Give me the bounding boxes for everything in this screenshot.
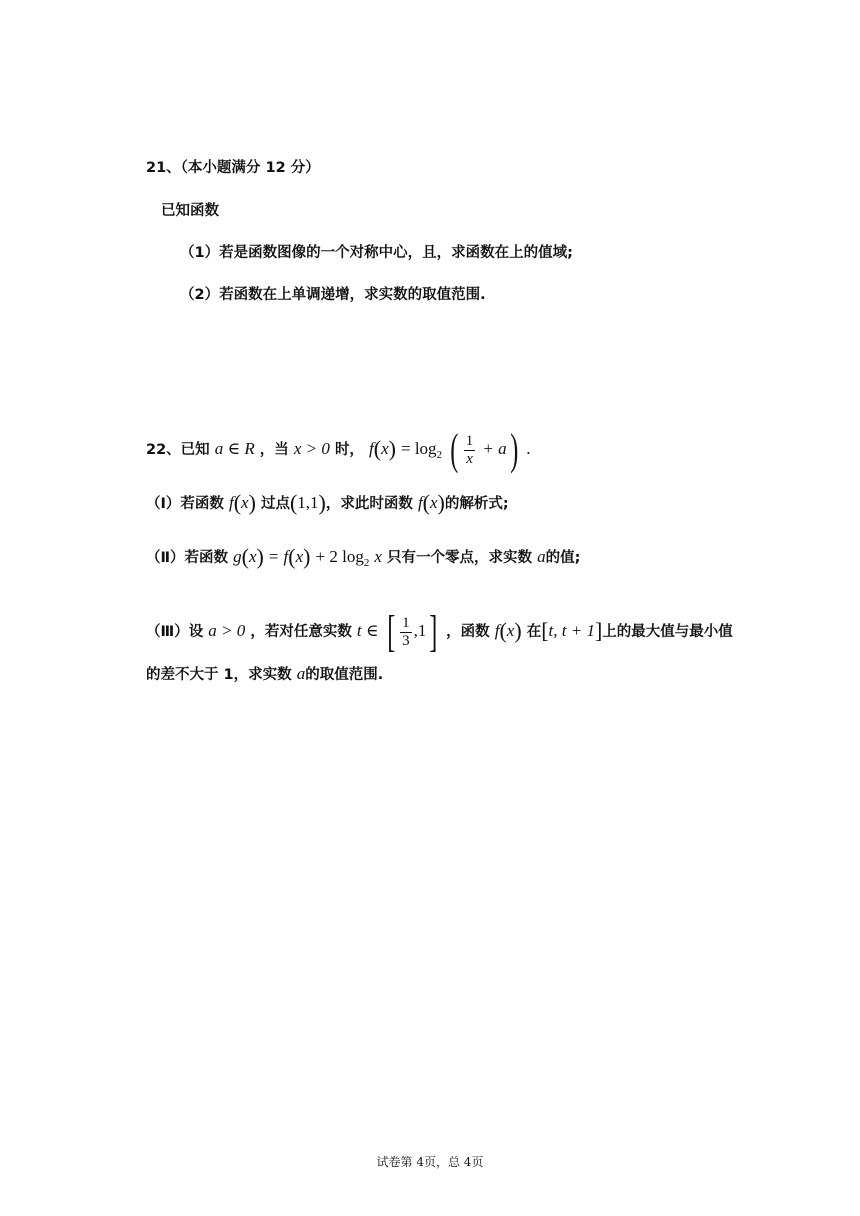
formula-fraction: $\frac{1}{x}$ (465, 432, 474, 467)
q21-header: 21、（本小题满分 12 分） (146, 160, 320, 176)
part2-g: g (233, 547, 242, 566)
part1-f: f (228, 493, 234, 512)
q22-sep1: ，当 (259, 442, 289, 458)
part3-mid3: 在 (526, 624, 542, 640)
part1-mid2: ，求此时函数 (325, 496, 413, 512)
q22-formula: $f(x) = \log_2$ ( $\frac{1}{x}$ + a) (369, 425, 518, 474)
part2-a: a (537, 547, 546, 566)
part3-end: 上的最大值与最小值 (602, 624, 733, 640)
part1-mid: 过点 (260, 496, 290, 512)
part2-x2: x (295, 547, 304, 566)
part3-label: （Ⅲ）设 (146, 624, 204, 640)
q22-cond2: x > 0 (293, 439, 330, 458)
part1-x: x (241, 493, 249, 512)
part3-f: f (494, 621, 500, 640)
part2-f: f (283, 547, 289, 566)
q22-part1: （Ⅰ）若函数 f(x) 过点(1,1)，求此时函数 f(x)的解析式; (146, 490, 509, 515)
q22-sep2: 时， (334, 442, 364, 458)
part1-x2: x (430, 493, 438, 512)
part1-point: 1,1 (297, 493, 319, 512)
part1-f2: f (417, 493, 423, 512)
part3-x: x (506, 621, 515, 640)
q22-header (146, 425, 531, 474)
part2-log: + 2 log (315, 547, 364, 566)
formula-x: x (381, 439, 389, 458)
part3-cond: a > 0 (208, 621, 246, 640)
part3-t: t ∈ (356, 621, 379, 640)
part3-interval: t, t + 1 (548, 621, 595, 640)
q21-part2: （2）若函数在上单调递增，求实数的取值范围. (180, 287, 486, 303)
q21-intro: 已知函数 (161, 203, 219, 219)
part2-mid: 只有一个零点，求实数 (387, 550, 533, 566)
formula-f: f (369, 439, 374, 458)
part1-label: （Ⅰ）若函数 (146, 496, 224, 512)
q21-part1: （1）若是函数图像的一个对称中心，且，求函数在上的值域; (180, 245, 573, 261)
part1-end: 的解析式; (444, 496, 509, 512)
part3-a: a (296, 664, 306, 683)
formula-log: = log (401, 439, 437, 458)
page-footer: 试卷第 4页，总 4页 (376, 1155, 484, 1169)
part2-label: （Ⅱ）若函数 (146, 550, 229, 566)
part2-var: x (374, 547, 382, 566)
q22-part2: （Ⅱ）若函数 g(x) = f(x) + 2 $\log_2 x$ 只有一个零点，求实数 a的值; (146, 544, 581, 569)
part3-fraction: $\frac{1}{3}$ (402, 614, 410, 649)
q22-part3: （Ⅲ）设 a > 0 ，若对任意实数 t ∈ [ $\frac{1}{3}$ ,1] ，函数 f(x) 在[t, t + 1]上的最大值与最小值 (146, 607, 733, 656)
part2-eq: = (268, 547, 279, 566)
q22-prefix: 22、已知 (146, 442, 210, 458)
part2-x: x (248, 547, 257, 566)
part2-end: 的值; (545, 550, 581, 566)
q22-cond1: a ∈ R (214, 439, 255, 458)
part3-mid2: ，函数 (446, 624, 490, 640)
part3-after-frac: ,1 (413, 621, 427, 640)
part3-mid: ，若对任意实数 (250, 624, 352, 640)
formula-base: 2 (436, 449, 443, 461)
formula-tail: + a (482, 439, 507, 458)
q22-end: . (526, 439, 531, 458)
q22-part3-line2 (146, 664, 383, 685)
part3-line2b: 的取值范围. (305, 667, 384, 683)
part2-base: 2 (363, 557, 370, 569)
part3-line2a: 的差不大于 1，求实数 (146, 667, 292, 683)
